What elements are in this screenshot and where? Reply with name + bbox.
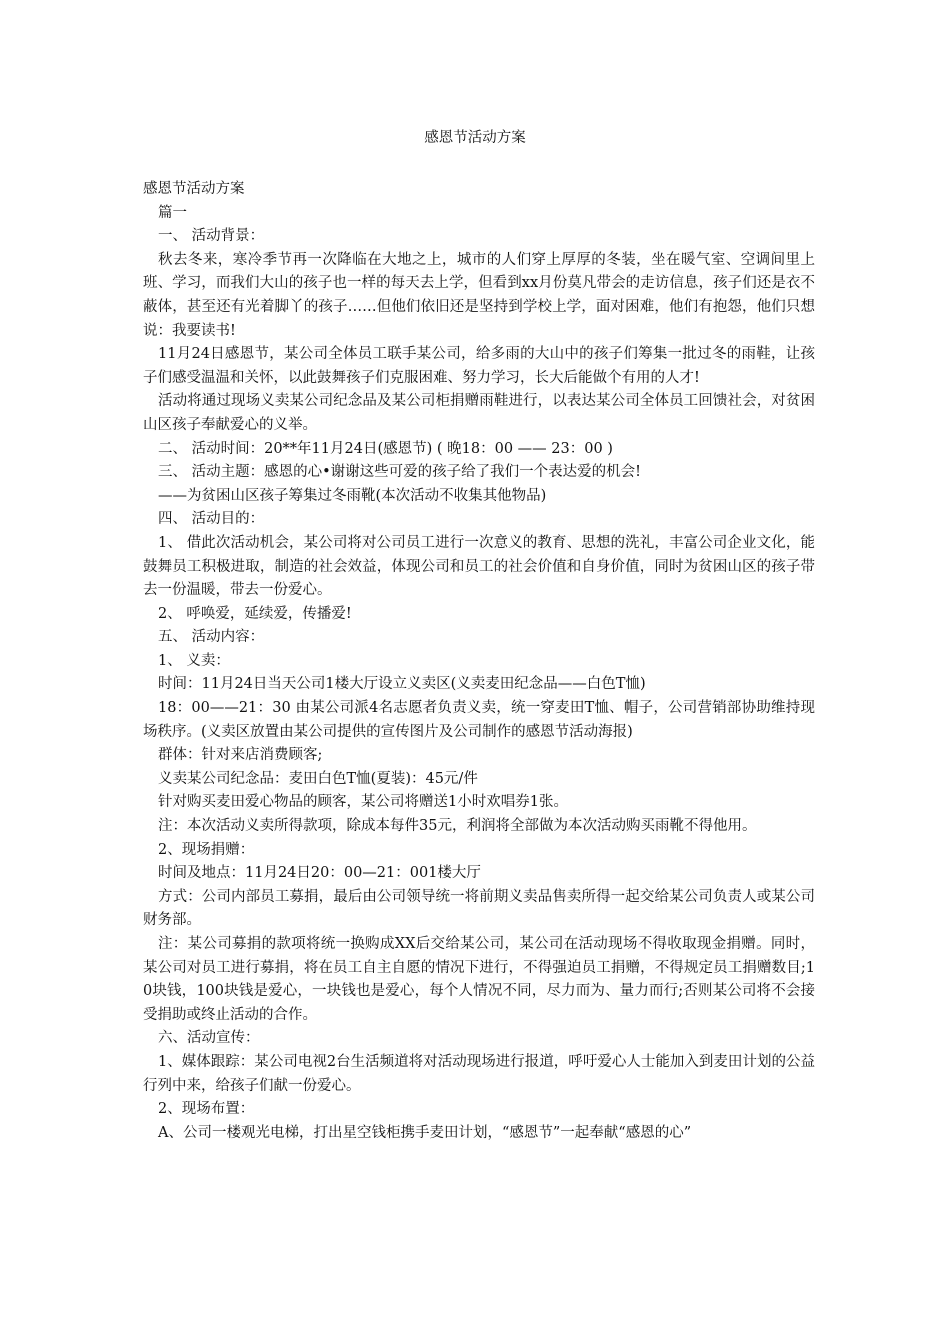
section-heading: 三、 活动主题：感恩的心•谢谢这些可爱的孩子给了我们一个表达爱的机会! xyxy=(158,464,641,481)
paragraph: 针对购买麦田爱心物品的顾客，某公司将赠送1小时欢唱券1张。 xyxy=(158,794,568,811)
subsection-heading: 1、 义卖： xyxy=(158,652,230,669)
section-heading: 五、 活动内容： xyxy=(158,629,265,646)
section-heading: 四、 活动目的： xyxy=(158,511,265,528)
paragraph: 方式：公司内部员工募捐，最后由公司领导统一将前期义卖品售卖所得一起交给某公司负责人或某公司财务部。 xyxy=(143,888,815,929)
paragraph: 注：本次活动义卖所得款项，除成本每件35元，利润将全部做为本次活动购买雨靴不得他用。 xyxy=(158,818,757,835)
paragraph: 1、 借此次活动机会，某公司将对公司员工进行一次意义的教育、思想的洗礼，丰富公司企业文化，能鼓舞员工积极进取，制造的社会效益，体现公司和员工的社会价值和自身价值，同时为贫困山区的孩子带去一份温暖，带去一份爱心。 xyxy=(143,534,815,599)
paragraph: 注：某公司募捐的款项将统一换购成XX后交给某公司，某公司在活动现场不得收取现金捐赠。同时，某公司对员工进行募捐，将在员工自主自愿的情况下进行，不得强迫员工捐赠，不得规定员工捐赠数目;10块钱，100块钱是爱心，一块钱也是爱心，每个人情况不同，尽力而为、量力而行;否则某公司将不会接受捐助或终止活动的合作。 xyxy=(143,936,815,1023)
paragraph: 活动将通过现场义卖某公司纪念品及某公司柜捐赠雨鞋进行，以表达某公司全体员工回馈社会，对贫困山区孩子奉献爱心的义举。 xyxy=(143,393,815,433)
section-heading: 二、 活动时间：20**年11月24日(感恩节) ( 晚18：00 —— 23：00 ) xyxy=(158,440,613,457)
section-label: 篇一 xyxy=(158,204,187,221)
document-title: 感恩节活动方案 xyxy=(424,130,526,146)
paragraph: 义卖某公司纪念品：麦田白色T恤(夏装)：45元/件 xyxy=(158,770,478,787)
paragraph: ——为贫困山区孩子筹集过冬雨靴(本次活动不收集其他物品) xyxy=(158,487,547,504)
paragraph: 时间及地点：11月24日20：00—21：001楼大厅 xyxy=(158,865,481,882)
paragraph: 2、 呼唤爱，延续爱，传播爱! xyxy=(158,605,352,622)
paragraph: 18：00——21：30 由某公司派4名志愿者负责义卖，统一穿麦田T恤、帽子，公司营销部协助维持现场秩序。(义卖区放置由某公司提供的宣传图片及公司制作的感恩节活动海报) xyxy=(143,700,815,740)
paragraph: 1、媒体跟踪：某公司电视2台生活频道将对活动现场进行报道，呼吁爱心人士能加入到麦田计划的公益行列中来，给孩子们献一份爱心。 xyxy=(143,1053,815,1094)
subsection-heading: 2、现场捐赠： xyxy=(158,841,255,858)
section-heading: 一、 活动背景： xyxy=(158,228,265,245)
paragraph: A、公司一楼观光电梯，打出星空钱柜携手麦田计划，“感恩节”一起奉献“感恩的心” xyxy=(158,1124,692,1141)
paragraph: 11月24日感恩节，某公司全体员工联手某公司，给多雨的大山中的孩子们筹集一批过冬的雨鞋，让孩子们感受温温和关怀，以此鼓舞孩子们克服困难、努力学习，长大后能做个有用的人才! xyxy=(143,346,815,386)
subsection-heading: 2、现场布置： xyxy=(158,1101,255,1118)
paragraph: 群体：针对来店消费顾客; xyxy=(158,747,323,764)
document-body xyxy=(143,178,815,1145)
section-heading: 六、活动宣传： xyxy=(158,1030,260,1047)
body-heading: 感恩节活动方案 xyxy=(143,181,245,197)
paragraph: 秋去冬来，寒冷季节再一次降临在大地之上，城市的人们穿上厚厚的冬装，坐在暖气室、空调间里上班、学习，而我们大山的孩子也一样的每天去上学，但看到xx月份莫凡带会的走访信息，孩子们还是衣不蔽体，甚至还有光着脚丫的孩子……但他们依旧还是坚持到学校上学，面对困难，他们有抱怨，他们只想说：我要读书! xyxy=(143,251,815,339)
paragraph: 时间：11月24日当天公司1楼大厅设立义卖区(义卖麦田纪念品——白色T恤) xyxy=(158,676,646,693)
